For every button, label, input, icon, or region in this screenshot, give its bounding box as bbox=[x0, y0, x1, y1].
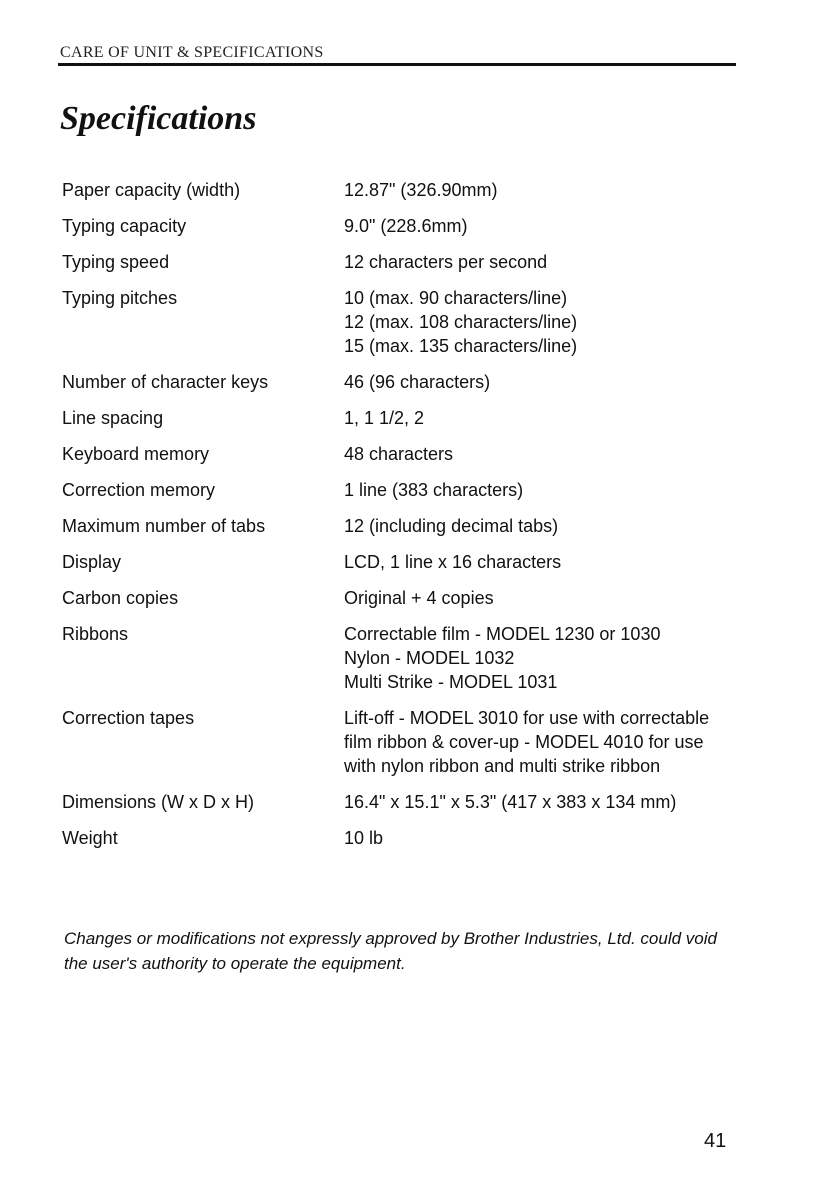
spec-value-line: 10 lb bbox=[344, 828, 384, 848]
spec-value bbox=[344, 250, 742, 274]
spec-value-line: Original + 4 copies bbox=[344, 588, 494, 608]
spec-value bbox=[344, 442, 742, 466]
spec-value-line: 48 characters bbox=[344, 444, 454, 464]
spec-value-line: 12 (max. 108 characters/line) bbox=[344, 312, 578, 332]
spec-value-line: with nylon ribbon and multi strike ribbon bbox=[344, 756, 661, 776]
spec-value-line: 1 line (383 characters) bbox=[344, 480, 524, 500]
spec-row-weight bbox=[62, 826, 742, 850]
spec-value bbox=[344, 214, 742, 238]
spec-value-line: Nylon - MODEL 1032 bbox=[344, 648, 515, 668]
spec-value-line: 16.4" x 15.1" x 5.3" (417 x 383 x 134 mm) bbox=[344, 792, 677, 812]
spec-row-paper-capacity bbox=[62, 178, 742, 202]
spec-row-correction-memory bbox=[62, 478, 742, 502]
spec-row-display bbox=[62, 550, 742, 574]
spec-row-ribbons bbox=[62, 622, 742, 694]
spec-value-line: 1, 1 1/2, 2 bbox=[344, 408, 425, 428]
spec-value bbox=[344, 826, 742, 850]
spec-row-correction-tapes bbox=[62, 706, 742, 778]
spec-value bbox=[344, 706, 742, 778]
spec-value-line: 9.0" (228.6mm) bbox=[344, 216, 468, 236]
spec-label: Typing pitches bbox=[62, 288, 178, 308]
spec-value bbox=[344, 370, 742, 394]
spec-value-line: 12.87" (326.90mm) bbox=[344, 180, 498, 200]
spec-label: Dimensions (W x D x H) bbox=[62, 792, 255, 812]
spec-label: Paper capacity (width) bbox=[62, 180, 241, 200]
spec-value-line: 12 characters per second bbox=[344, 252, 548, 272]
header-rule bbox=[58, 63, 736, 66]
spec-value-line: 46 (96 characters) bbox=[344, 372, 491, 392]
spec-value-line: 15 (max. 135 characters/line) bbox=[344, 336, 578, 356]
spec-label: Carbon copies bbox=[62, 588, 179, 608]
spec-row-typing-capacity bbox=[62, 214, 742, 238]
spec-value bbox=[344, 514, 742, 538]
spec-row-max-tabs bbox=[62, 514, 742, 538]
regulatory-note: Changes or modifications not expressly approved by Brother Industries, Ltd. could void the user's authority to operate the equipment. bbox=[64, 929, 717, 973]
spec-label: Typing speed bbox=[62, 252, 170, 272]
spec-label: Keyboard memory bbox=[62, 444, 210, 464]
spec-value bbox=[344, 478, 742, 502]
spec-label: Line spacing bbox=[62, 408, 164, 428]
page-title: Specifications bbox=[60, 100, 257, 137]
spec-value-line: Multi Strike - MODEL 1031 bbox=[344, 672, 558, 692]
page-number: 41 bbox=[704, 1130, 727, 1152]
spec-row-line-spacing bbox=[62, 406, 742, 430]
spec-table bbox=[62, 178, 742, 862]
spec-value bbox=[344, 286, 742, 358]
spec-value-line: Correctable film - MODEL 1230 or 1030 bbox=[344, 624, 661, 644]
spec-value bbox=[344, 406, 742, 430]
spec-value bbox=[344, 790, 742, 814]
spec-row-keyboard-memory bbox=[62, 442, 742, 466]
spec-value bbox=[344, 586, 742, 610]
spec-row-typing-speed bbox=[62, 250, 742, 274]
spec-value bbox=[344, 178, 742, 202]
spec-row-typing-pitches bbox=[62, 286, 742, 358]
spec-row-dimensions bbox=[62, 790, 742, 814]
spec-value-line: film ribbon & cover-up - MODEL 4010 for use bbox=[344, 732, 704, 752]
spec-value bbox=[344, 550, 742, 574]
spec-row-character-keys bbox=[62, 370, 742, 394]
spec-label: Typing capacity bbox=[62, 216, 187, 236]
spec-value-line: Lift-off - MODEL 3010 for use with correctable bbox=[344, 708, 710, 728]
spec-label: Number of character keys bbox=[62, 372, 269, 392]
spec-label: Weight bbox=[62, 828, 118, 848]
spec-value-line: 10 (max. 90 characters/line) bbox=[344, 288, 568, 308]
spec-value bbox=[344, 622, 742, 694]
spec-label: Correction tapes bbox=[62, 708, 195, 728]
spec-value-line: 12 (including decimal tabs) bbox=[344, 516, 559, 536]
spec-value-line: LCD, 1 line x 16 characters bbox=[344, 552, 562, 572]
spec-label: Display bbox=[62, 552, 122, 572]
spec-label: Maximum number of tabs bbox=[62, 516, 266, 536]
spec-label: Ribbons bbox=[62, 624, 129, 644]
spec-label: Correction memory bbox=[62, 480, 216, 500]
section-header: CARE OF UNIT & SPECIFICATIONS bbox=[60, 44, 324, 61]
spec-row-carbon-copies bbox=[62, 586, 742, 610]
